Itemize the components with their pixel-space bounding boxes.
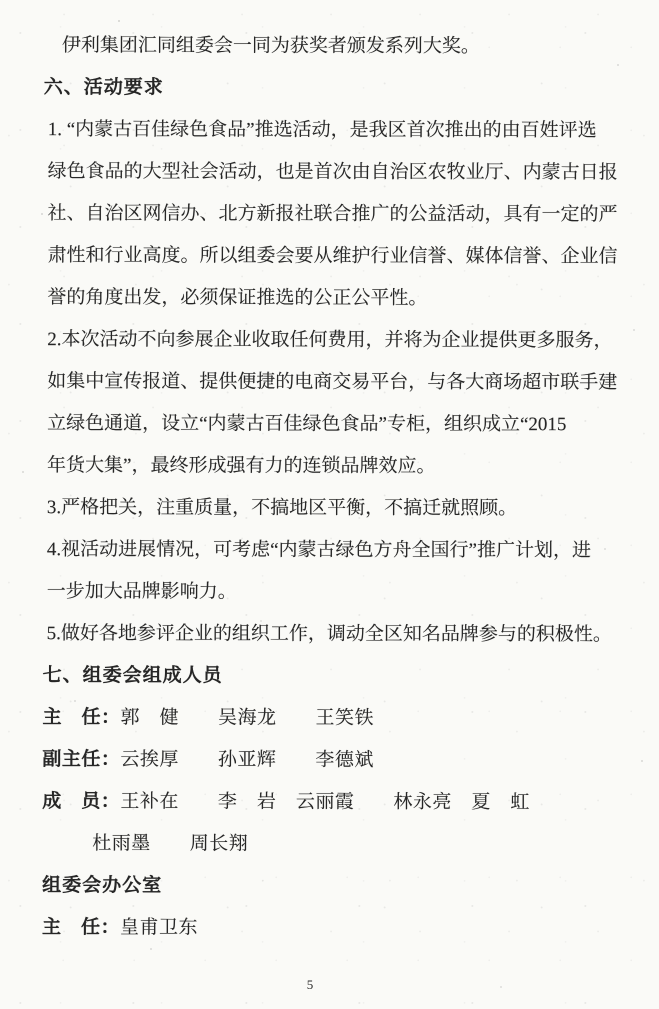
committee-deputy-director-line (42, 750, 619, 771)
section-6-para-1-line-5: 誉的角度出发，必须保证推选的公正公平性。 (47, 287, 428, 309)
section-6-para-1-line-4: 肃性和行业高度。所以组委会要从维护行业信誉、媒体信誉、企业信 (47, 245, 618, 268)
members-names-1: 王补在 李 岩 云丽霞 林永亮 夏 虹 (120, 791, 530, 814)
office-heading: 组委会办公室 (42, 875, 163, 897)
section-6-para-2-line-1: 2.本次活动不向参展企业收取任何费用，并将为企业提供更多服务， (47, 329, 613, 352)
section-7-heading: 七、组委会组成人员 (42, 665, 223, 687)
section-6-para-1-line-2: 绿色食品的大型社会活动，也是首次由自治区农牧业厅、内蒙古日报 (47, 161, 618, 184)
section-6-para-1-line-1: 1. “内蒙古百佳绿色食品”推选活动，是我区首次推出的由百姓评选 (47, 119, 597, 142)
committee-members-line-1 (42, 792, 619, 813)
section-6-para-2-line-2: 如集中宣传报道、提供便捷的电商交易平台，与各大商场超市联手建 (47, 371, 618, 394)
members-names-2: 杜雨墨 周长翔 (92, 833, 249, 855)
continuation-line: 伊利集团汇同组委会一同为获奖者颁发系列大奖。 (61, 35, 480, 58)
director-names: 郭 健 吴海龙 王笑铁 (120, 707, 375, 729)
section-6-para-1-line-3: 社、自治区网信办、北方新报社联合推广的公益活动，具有一定的严 (47, 203, 618, 226)
committee-director-line (42, 708, 619, 729)
page-number: 5 (306, 977, 314, 992)
deputy-director-label: 副主任： (42, 749, 121, 771)
section-6-para-5-line-1: 5.做好各地参评企业的组织工作，调动全区知名品牌参与的积极性。 (46, 623, 612, 646)
director-label: 主 任： (42, 707, 121, 729)
office-director-line (42, 918, 619, 939)
section-6-heading: 六、活动要求 (43, 77, 164, 99)
section-6-para-2-line-3: 立绿色通道，设立“内蒙古百佳绿色食品”专柜，组织成立“2015 (47, 413, 567, 436)
section-6-para-2-line-4: 年货大集”，最终形成强有力的连锁品牌效应。 (47, 455, 436, 477)
section-6-para-4-line-1: 4.视活动进展情况，可考虑“内蒙古绿色方舟全国行”推广计划，进 (46, 539, 591, 562)
section-6-para-3-line-1: 3.严格把关，注重质量，不搞地区平衡，不搞迁就照顾。 (46, 497, 518, 520)
deputy-director-names: 云挨厚 孙亚辉 李德斌 (120, 749, 374, 771)
members-label: 成 员： (42, 791, 121, 813)
office-director-label: 主 任： (42, 917, 121, 939)
office-director-names: 皇甫卫东 (120, 917, 199, 939)
committee-members-line-2 (42, 834, 619, 855)
section-6-para-4-line-2: 一步加大品牌影响力。 (46, 581, 237, 603)
